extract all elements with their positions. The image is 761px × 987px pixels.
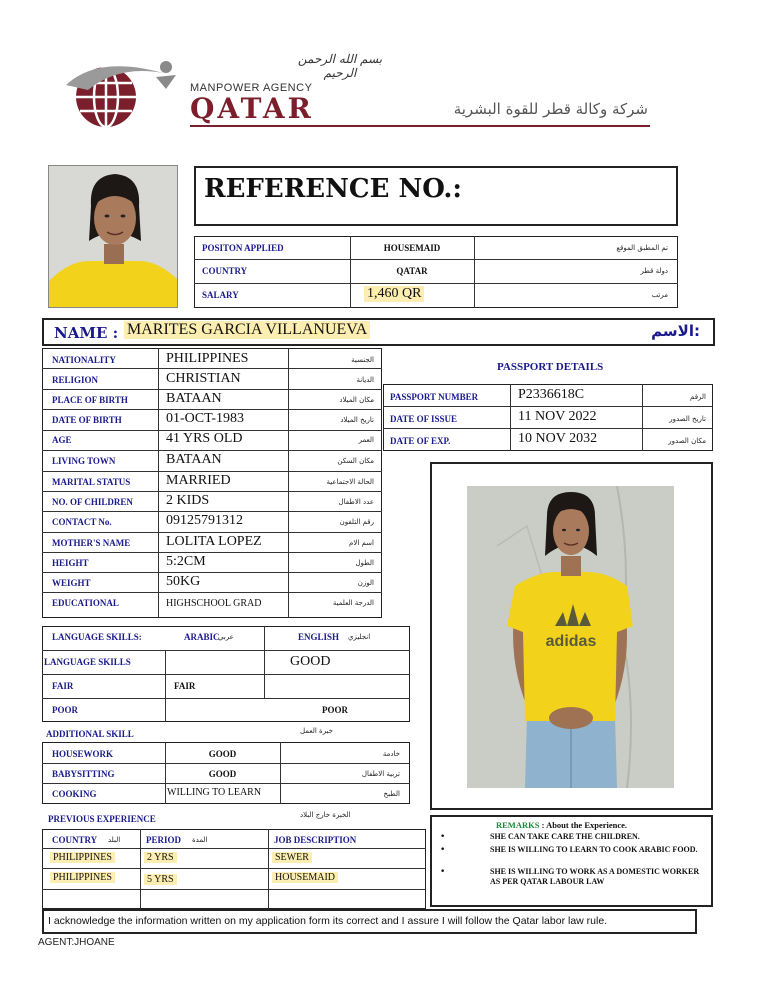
remarks-item: SHE IS WILLING TO LEARN TO COOK ARABIC FOOD. <box>490 845 698 854</box>
personal-value: LOLITA LOPEZ <box>166 534 262 549</box>
experience-col-country: COUNTRY <box>52 835 98 845</box>
personal-label: AGE <box>52 435 72 445</box>
personal-label: RELIGION <box>52 375 99 385</box>
experience-table <box>42 829 426 909</box>
arabic-label: ARABIC <box>184 632 220 642</box>
personal-label-ar: الوزن <box>357 579 374 587</box>
passport-label-ar: الرقم <box>690 393 706 401</box>
passport-label-ar: مكان الصدور <box>668 437 706 445</box>
remarks-item: SHE CAN TAKE CARE THE CHILDREN. <box>490 832 640 841</box>
experience-col-job: JOB DESCRIPTION <box>274 835 357 845</box>
language-row3-english: POOR <box>322 705 348 715</box>
salary-value: 1,460 QR <box>364 286 424 302</box>
passport-value: 11 NOV 2022 <box>518 409 597 424</box>
passport-label: DATE OF ISSUE <box>390 414 458 424</box>
experience-period: 5 YRS <box>144 874 177 885</box>
personal-label-ar: الديانة <box>356 376 374 384</box>
additional-skill-title: ADDITIONAL SKILL <box>46 729 134 739</box>
personal-label: EDUCATIONAL <box>52 598 119 608</box>
experience-job: SEWER <box>272 852 312 863</box>
country-label-ar: دولة قطر <box>640 267 668 275</box>
additional-skill-label-ar: الطبخ <box>383 790 400 798</box>
personal-label-ar: العمر <box>358 436 374 444</box>
agency-name-en: MANPOWER AGENCY <box>190 82 313 94</box>
experience-col-period: PERIOD <box>146 835 182 845</box>
language-row1-label: LANGUAGE SKILLS <box>44 657 131 667</box>
personal-label: PLACE OF BIRTH <box>52 395 128 405</box>
agency-logo <box>58 55 183 130</box>
personal-label: NO. OF CHILDREN <box>52 497 133 507</box>
position-label-ar: تم المطبق الموقع <box>616 244 668 252</box>
experience-country: PHILIPPINES <box>50 852 115 863</box>
basmala-calligraphy: بسم الله الرحمن الرحيم <box>297 52 383 80</box>
remarks-bullet: • <box>440 832 446 842</box>
personal-label: CONTACT No. <box>52 517 112 527</box>
name-label: NAME : <box>54 324 119 342</box>
personal-value: CHRISTIAN <box>166 371 241 386</box>
personal-row-divider <box>42 450 382 451</box>
personal-label-ar: مكان الميلاد <box>339 396 374 404</box>
passport-title: PASSPORT DETAILS <box>497 361 604 373</box>
personal-label: WEIGHT <box>52 578 91 588</box>
personal-row-divider <box>42 491 382 492</box>
personal-row-divider <box>42 511 382 512</box>
personal-value: 2 KIDS <box>166 493 210 508</box>
personal-row-divider <box>42 409 382 410</box>
agency-name-ar: شركة وكالة قطر للقوة البشرية <box>453 100 648 118</box>
personal-value: 5:2CM <box>166 554 206 569</box>
personal-value: HIGHSCHOOL GRAD <box>166 598 262 609</box>
personal-row-divider <box>42 389 382 390</box>
personal-label-ar: تاريخ الميلاد <box>340 416 374 424</box>
remarks-title: REMARKS <box>496 820 540 830</box>
experience-country: PHILIPPINES <box>50 872 115 883</box>
additional-skill-label-ar: تربية الاطفال <box>361 770 400 778</box>
personal-label: MOTHER'S NAME <box>52 538 131 548</box>
passport-value: 10 NOV 2032 <box>518 431 598 446</box>
personal-label: LIVING TOWN <box>52 456 116 466</box>
experience-col-country-ar: البلد <box>108 836 121 844</box>
personal-label: DATE OF BIRTH <box>52 415 122 425</box>
personal-label-ar: اسم الام <box>349 539 374 547</box>
personal-value: BATAAN <box>166 452 222 467</box>
personal-label-ar: الدرجة العلمية <box>332 599 374 607</box>
personal-value: MARRIED <box>166 473 231 488</box>
position-label: POSITON APPLIED <box>202 243 284 253</box>
english-label: ENGLISH <box>298 632 340 642</box>
applicant-photo-fullbody <box>467 486 674 788</box>
language-header-label: LANGUAGE SKILLS: <box>52 632 142 642</box>
personal-label: MARITAL STATUS <box>52 477 131 487</box>
personal-row-divider <box>42 532 382 533</box>
personal-row-divider <box>42 471 382 472</box>
salary-label: SALARY <box>202 290 239 300</box>
personal-label-ar: الطول <box>355 559 374 567</box>
passport-label: DATE OF EXP. <box>390 436 451 446</box>
experience-col-period-ar: المدة <box>192 836 208 844</box>
personal-label: NATIONALITY <box>52 355 116 365</box>
agent-name: AGENT:JHOANE <box>38 937 115 948</box>
acknowledgement-text: I acknowledge the information written on my application form its correct and I assure I will follow the Qatar labor law rule. <box>48 915 608 927</box>
passport-label: PASSPORT NUMBER <box>390 392 479 402</box>
brand-qatar: QATAR <box>190 92 314 125</box>
personal-label-ar: الجنسية <box>351 356 374 364</box>
experience-title: PREVIOUS EXPERIENCE <box>48 814 156 824</box>
remarks-subtitle: : About the Experience. <box>541 820 628 830</box>
reference-title: REFERENCE NO.: <box>204 174 462 204</box>
additional-skill-label: COOKING <box>52 789 97 799</box>
experience-title-ar: الخبرة خارج البلاد <box>300 811 351 819</box>
additional-skill-value: GOOD <box>208 769 237 779</box>
personal-row-divider <box>42 572 382 573</box>
additional-skill-value: WILLING TO LEARN <box>167 787 262 798</box>
personal-row-divider <box>42 552 382 553</box>
english-label-ar: انجليزي <box>348 633 371 641</box>
personal-label: HEIGHT <box>52 558 89 568</box>
remarks-bullet: • <box>440 845 446 855</box>
remarks-heading <box>496 820 627 830</box>
position-value: HOUSEMAID <box>383 243 441 253</box>
experience-period: 2 YRS <box>144 852 177 863</box>
personal-row-divider <box>42 368 382 369</box>
personal-label-ar: الحالة الاجتماعية <box>326 478 374 486</box>
passport-value: P2336618C <box>518 387 585 402</box>
header-divider <box>190 125 650 127</box>
svg-text:adidas: adidas <box>545 633 597 650</box>
passport-label-ar: تاريخ الصدور <box>669 415 706 423</box>
remarks-bullet: • <box>440 867 446 877</box>
additional-skill-label: BABYSITTING <box>52 769 115 779</box>
personal-value: 09125791312 <box>166 513 243 528</box>
additional-skill-value: GOOD <box>208 749 237 759</box>
additional-skill-label: HOUSEWORK <box>52 749 114 759</box>
additional-skill-label-ar: خادمة <box>382 750 400 758</box>
salary-label-ar: مرتب <box>651 291 668 299</box>
language-row3-label: POOR <box>52 705 78 715</box>
experience-job: HOUSEMAID <box>272 872 338 883</box>
applicant-photo-portrait <box>48 165 178 308</box>
country-label: COUNTRY <box>202 266 248 276</box>
language-row2-label: FAIR <box>52 681 74 691</box>
name-value: MARITES GARCIA VILLANUEVA <box>124 321 370 339</box>
name-label-ar: :الاسم <box>651 322 700 340</box>
language-row2-arabic: FAIR <box>174 681 196 691</box>
personal-value: PHILIPPINES <box>166 351 249 366</box>
personal-label-ar: رقم التلفون <box>339 518 374 526</box>
arabic-label-ar: عربي <box>218 633 234 641</box>
country-value: QATAR <box>396 266 428 276</box>
personal-value: BATAAN <box>166 391 222 406</box>
personal-label-ar: عدد الاطفال <box>338 498 374 506</box>
personal-row-divider <box>42 592 382 593</box>
personal-value: 01-OCT-1983 <box>166 411 245 426</box>
personal-value: 41 YRS OLD <box>166 431 243 446</box>
additional-skill-title-ar: خبرة العمل <box>300 727 333 735</box>
language-row1-english: GOOD <box>290 654 331 669</box>
remarks-item: SHE IS WILLING TO WORK AS A DOMESTIC WORKER AS PER QATAR LABOUR LAW <box>490 867 700 886</box>
personal-label-ar: مكان السكن <box>337 457 374 465</box>
personal-value: 50KG <box>166 574 201 589</box>
